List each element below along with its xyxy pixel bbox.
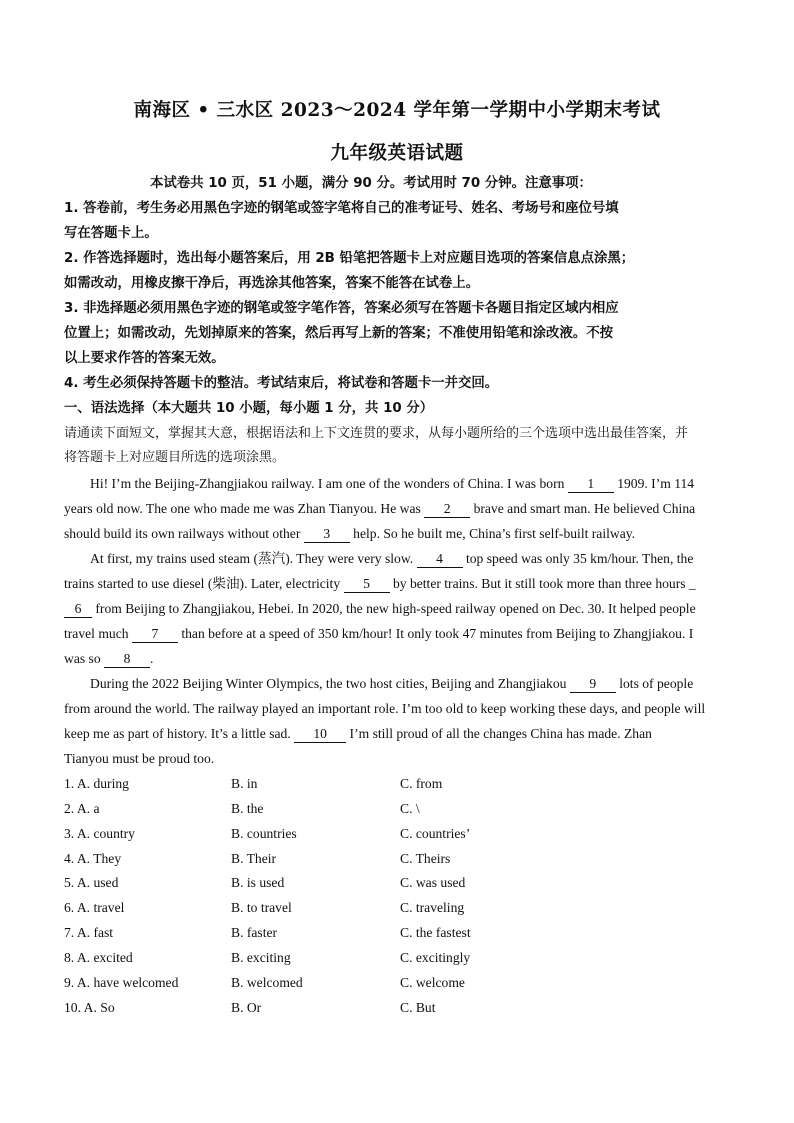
rule-4-line-1: 4. 考生必须保持答题卡的整洁。考试结束后，将试卷和答题卡一并交回。 [64,376,499,391]
q1-option-a: 1. A. during [64,776,129,791]
q3-option-c: C. countries’ [400,826,471,841]
passage-p3-line-2: from around the world. The railway played an important role. I’m too old to keep working these days, and people will [64,701,706,716]
q6-option-b: B. to travel [231,900,292,915]
exam-title: 南海区 • 三水区 2023～2024 学年第一学期中小学期末考试 [133,100,661,121]
q5-option-c: C. was used [400,875,466,890]
q5-option-a: 5. A. used [64,875,119,890]
passage-p3-line-1: During the 2022 Beijing Winter Olympics, the two host cities, Beijing and Zhangjiakou 9 lots of people [90,676,694,691]
blank-6: 6 [64,600,92,618]
passage-p2-line-4: travel much 7 than before at a speed of 350 km/hour! It only took 47 minutes from Beijing to Zhangjiakou. I [64,626,694,641]
passage-p1-line-1: Hi! I’m the Beijing-Zhangjiakou railway. I am one of the wonders of China. I was born 1 1909. I’m 114 [90,476,695,491]
passage-p3-line-3: keep me as part of history. It’s a little sad. 10 I’m still proud of all the changes China has made. Zhan [64,726,652,741]
q2-option-b: B. the [231,801,264,816]
q7-option-b: B. faster [231,925,278,940]
instructions-intro: 本试卷共 10 页，51 小题，满分 90 分。考试用时 70 分钟。注意事项： [150,176,592,191]
q4-option-b: B. Their [231,851,277,866]
passage-p3-line-4: Tianyou must be proud too. [64,751,215,766]
blank-3: 3 [304,525,350,543]
rule-2-line-2: 如需改动，用橡皮擦干净后，再选涂其他答案，答案不能答在试卷上。 [64,276,480,291]
rule-3-line-2: 位置上；如需改动，先划掉原来的答案，然后再写上新的答案；不准使用铅笔和涂改液。不按 [64,326,614,341]
blank-1: 1 [568,475,614,493]
blank-5: 5 [344,575,390,593]
q10-option-c: C. But [400,1000,436,1015]
q9-option-a: 9. A. have welcomed [64,975,179,990]
blank-7: 7 [132,625,178,643]
q8-option-c: C. excitingly [400,950,471,965]
blank-10: 10 [294,725,346,743]
passage-p1-line-2: years old now. The one who made me was Zhan Tianyou. He was 2 brave and smart man. He believed China [64,501,696,516]
q2-option-a: 2. A. a [64,801,100,816]
rule-1-line-2: 写在答题卡上。 [64,226,158,241]
q9-option-b: B. welcomed [231,975,303,990]
q1-option-c: C. from [400,776,443,791]
q5-option-b: B. is used [231,875,285,890]
blank-2: 2 [424,500,470,518]
passage-p1-line-3: should build its own railways without other 3 help. So he built me, China’s first self-built railway. [64,526,636,541]
section-1-directions-line-2: 将答题卡上对应题目所选的选项涂黑。 [64,450,286,465]
q3-option-b: B. countries [231,826,297,841]
q10-option-b: B. Or [231,1000,262,1015]
section-1-heading: 一、语法选择（本大题共 10 小题，每小题 1 分，共 10 分） [64,401,434,416]
q10-option-a: 10. A. So [64,1000,115,1015]
passage-p2-line-5: was so 8 . [64,651,154,666]
q6-option-c: C. traveling [400,900,465,915]
blank-4: 4 [417,550,463,568]
q6-option-a: 6. A. travel [64,900,125,915]
blank-9: 9 [570,675,616,693]
passage-p2-line-3: 6 from Beijing to Zhangjiakou, Hebei. In 2020, the new high-speed railway opened on Dec. 30. It helped people [64,596,736,621]
q7-option-a: 7. A. fast [64,925,114,940]
passage-p2-line-2: trains started to use diesel (柴油). Later, electricity 5 by better trains. But it still took more than three hours _ [64,576,696,591]
section-1-directions-line-1: 请通读下面短文，掌握其大意，根据语法和上下文连贯的要求，从每小题所给的三个选项中选出最佳答案，并 [64,426,689,441]
exam-subtitle: 九年级英语试题 [330,143,464,164]
passage-p2-line-1: At first, my trains used steam (蒸汽). They were very slow. 4 top speed was only 35 km/hour. Then, the [90,551,694,566]
q4-option-c: C. Theirs [400,851,451,866]
rule-3-line-1: 3. 非选择题必须用黑色字迹的钢笔或签字笔作答，答案必须写在答题卡各题目指定区域内相应 [64,301,619,316]
q3-option-a: 3. A. country [64,826,135,841]
blank-8: 8 [104,650,150,668]
q1-option-b: B. in [231,776,258,791]
q2-option-c: C. \ [400,801,420,816]
rule-3-line-3: 以上要求作答的答案无效。 [64,351,225,366]
q8-option-a: 8. A. excited [64,950,133,965]
q7-option-c: C. the fastest [400,925,471,940]
q8-option-b: B. exciting [231,950,291,965]
rule-1-line-1: 1. 答卷前，考生务必用黑色字迹的钢笔或签字笔将自己的准考证号、姓名、考场号和座位号填 [64,201,619,216]
rule-2-line-1: 2. 作答选择题时，选出每小题答案后，用 2B 铅笔把答题卡上对应题目选项的答案信息点涂黑； [64,251,635,266]
q4-option-a: 4. A. They [64,851,122,866]
q9-option-c: C. welcome [400,975,465,990]
